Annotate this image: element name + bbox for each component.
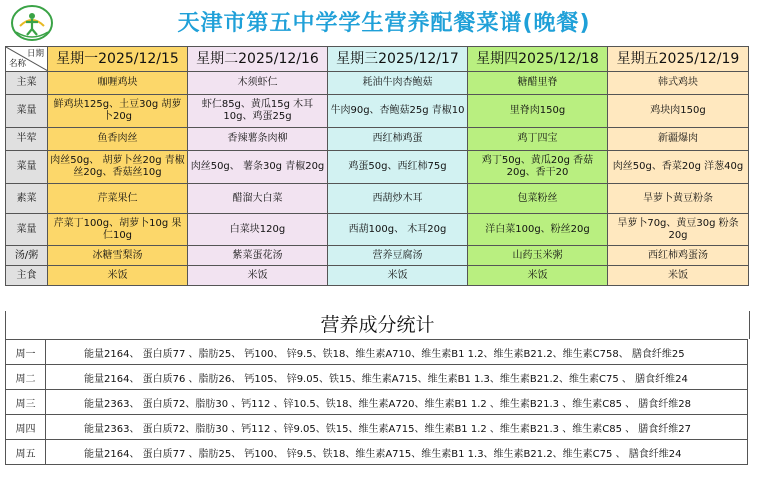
menu-cell: 包菜粉丝: [468, 184, 608, 214]
menu-cell: 紫菜蛋花汤: [188, 246, 328, 266]
menu-cell: 旱萝卜70g、黄豆30g 粉条20g: [608, 214, 749, 246]
nutrition-day: 周二: [6, 365, 46, 390]
row-label: 主食: [6, 266, 48, 286]
page-title: 天津市第五中学学生营养配餐菜谱(晚餐): [177, 11, 591, 36]
nutrition-text: 能量2363、 蛋白质72、脂肪30 、钙112 、锌9.05、铁15、维生素A715、维生素B1 1.2 、维生素B21.3 、维生素C85 、 膳食纤维27: [46, 415, 748, 440]
menu-cell: 冰糖雪梨汤: [48, 246, 188, 266]
menu-cell: 白菜块120g: [188, 214, 328, 246]
half-meat-row: [6, 128, 749, 151]
menu-cell: 米饭: [608, 266, 749, 286]
menu-cell: 醋溜大白菜: [188, 184, 328, 214]
menu-cell: 牛肉90g、杏鲍菇25g 青椒10: [328, 95, 468, 128]
nutrition-text: 能量2164、 蛋白质77 、脂肪25、 钙100、 锌9.5、铁18、维生素A710、维生素B1 1.2、维生素B21.2、维生素C758、 膳食纤维25: [46, 340, 748, 365]
menu-cell: 芹菜丁100g、胡萝卜10g 果仁10g: [48, 214, 188, 246]
nutrition-row: [6, 440, 748, 465]
menu-cell: 鲜鸡块125g、土豆30g 胡萝卜20g: [48, 95, 188, 128]
menu-cell: 山药玉米粥: [468, 246, 608, 266]
menu-cell: 耗油牛肉杏鲍菇: [328, 72, 468, 95]
menu-cell: 咖喱鸡块: [48, 72, 188, 95]
menu-cell: 鸡丁四宝: [468, 128, 608, 151]
menu-cell: 营养豆腐汤: [328, 246, 468, 266]
menu-cell: 旱萝卜黄豆粉条: [608, 184, 749, 214]
nutrition-text: 能量2363、 蛋白质72、脂肪30 、钙112 、锌10.5、铁18、维生素A720、维生素B1 1.2 、维生素B21.3 、维生素C85 、 膳食纤维28: [46, 390, 748, 415]
half-amount-row: [6, 151, 749, 184]
nutrition-day: 周三: [6, 390, 46, 415]
row-label: 菜量: [6, 151, 48, 184]
menu-cell: 芹菜果仁: [48, 184, 188, 214]
nutrition-row: [6, 365, 748, 390]
corner-date-label: 日期: [26, 49, 44, 59]
day-header: 星期四2025/12/18: [468, 47, 608, 72]
menu-table: [5, 46, 749, 286]
corner-cell: [6, 47, 48, 72]
menu-cell: 肉丝50g、香菜20g 洋葱40g: [608, 151, 749, 184]
menu-cell: 米饭: [468, 266, 608, 286]
nutrition-table: [5, 339, 748, 465]
nutrition-row: [6, 390, 748, 415]
menu-cell: 鸡丁50g、黄瓜20g 香菇20g、香干20: [468, 151, 608, 184]
row-label: 素菜: [6, 184, 48, 214]
staple-row: [6, 266, 749, 286]
menu-cell: 西葫炒木耳: [328, 184, 468, 214]
nutrition-row: [6, 340, 748, 365]
menu-cell: 香辣薯条肉柳: [188, 128, 328, 151]
main-dish-row: [6, 72, 749, 95]
row-label: 菜量: [6, 214, 48, 246]
menu-cell: 西红柿鸡蛋: [328, 128, 468, 151]
nutrition-text: 能量2164、 蛋白质77 、脂肪25、 钙100、 锌9.5、铁18、维生素A715、维生素B1 1.3、维生素B21.2、维生素C75 、 膳食纤维24: [46, 440, 748, 465]
menu-cell: 肉丝50g、 胡萝卜丝20g 青椒丝20g、香菇丝10g: [48, 151, 188, 184]
menu-cell: 米饭: [328, 266, 468, 286]
nutrition-row: [6, 415, 748, 440]
row-label: 菜量: [6, 95, 48, 128]
veg-dish-row: [6, 184, 749, 214]
menu-cell: 肉丝50g、 薯条30g 青椒20g: [188, 151, 328, 184]
veg-amount-row: [6, 214, 749, 246]
soup-row: [6, 246, 749, 266]
menu-cell: 虾仁85g、黄瓜15g 木耳10g、鸡蛋25g: [188, 95, 328, 128]
menu-cell: 韩式鸡块: [608, 72, 749, 95]
nutrition-day: 周五: [6, 440, 46, 465]
menu-cell: 木须虾仁: [188, 72, 328, 95]
menu-cell: 鱼香肉丝: [48, 128, 188, 151]
day-header: 星期一2025/12/15: [48, 47, 188, 72]
corner-name-label: 名称: [9, 59, 27, 69]
day-header: 星期二2025/12/16: [188, 47, 328, 72]
row-label: 半荤: [6, 128, 48, 151]
header-row: [6, 47, 749, 72]
nutrition-text: 能量2164、 蛋白质76 、脂肪26、 钙105、 锌9.05、铁15、维生素A715、维生素B1 1.3、维生素B21.2、维生素C75 、 膳食纤维24: [46, 365, 748, 390]
menu-cell: 西红柿鸡蛋汤: [608, 246, 749, 266]
menu-cell: 米饭: [188, 266, 328, 286]
menu-cell: 鸡块肉150g: [608, 95, 749, 128]
menu-cell: 糖醋里脊: [468, 72, 608, 95]
menu-cell: 鸡蛋50g、西红柿75g: [328, 151, 468, 184]
menu-cell: 米饭: [48, 266, 188, 286]
nutrition-day: 周一: [6, 340, 46, 365]
day-header: 星期五2025/12/19: [608, 47, 749, 72]
nutrition-day: 周四: [6, 415, 46, 440]
row-label: 汤/粥: [6, 246, 48, 266]
menu-cell: 新疆爆肉: [608, 128, 749, 151]
menu-cell: 西葫100g、 木耳20g: [328, 214, 468, 246]
day-header: 星期三2025/12/17: [328, 47, 468, 72]
row-label: 主菜: [6, 72, 48, 95]
menu-cell: 里脊肉150g: [468, 95, 608, 128]
main-amount-row: [6, 95, 749, 128]
menu-cell: 洋白菜100g、粉丝20g: [468, 214, 608, 246]
nutrition-title: 营养成分统计: [5, 311, 750, 339]
